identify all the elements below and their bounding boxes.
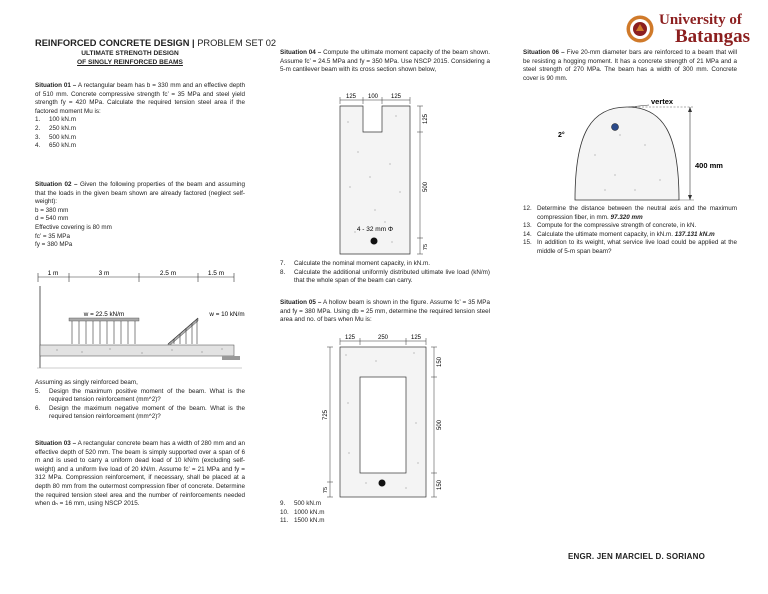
dim-label: 725	[323, 409, 329, 421]
list-item: 10. 1000 kN.m	[280, 508, 325, 516]
logo-line-2: Batangas	[675, 26, 750, 47]
load-label-1: w = 22.5 kN/m	[83, 311, 125, 318]
situation-04	[280, 49, 490, 75]
rebar-dot	[371, 238, 378, 245]
situation-06	[523, 49, 737, 83]
s2-text: Given the following properties of the beam and assuming that the loads in the given beam shown are already factored (neglect self-weight):	[35, 181, 245, 206]
dim-label: 3 m	[98, 270, 110, 277]
list-item: 5. Design the maximum positive moment of the beam. What is the required tension reinforcement (mm^2)?	[35, 387, 245, 404]
situation-02-questions	[35, 379, 245, 422]
list-item: 4. 650 kN.m	[35, 142, 76, 150]
dim-label: 500	[437, 419, 443, 431]
s5-text: A hollow beam is shown in the figure. Assume fc’ = 35 MPa and fy = 380 MPa. Using db = 25 mm, determine the required tension steel area and no. of bars when Mu is:	[280, 299, 490, 324]
list-item: 9. 500 kN.m	[280, 500, 321, 507]
s6-label: Situation 06 –	[523, 49, 565, 56]
list-item: 15. In addition to its weight, what service live load could be applied at the middle of 5-m span beam?	[523, 239, 737, 255]
s2-prop: fc’ = 35 MPa	[35, 232, 70, 240]
subtitle	[60, 50, 200, 67]
s4-list	[280, 260, 490, 286]
list-item: 3. 500 kN.m	[35, 133, 76, 141]
height-label: 400 mm	[695, 161, 723, 170]
page-title	[35, 38, 276, 48]
situation-05-questions	[280, 500, 490, 526]
dim-label: 500	[423, 181, 429, 193]
situation-05	[280, 299, 490, 325]
s6-text: Five 20-mm diameter bars are reinforced to a beam that will be resisting a hogging moment. It has a concrete strength of 21 MPa and a steel strength of 270 MPa. The beam has a width of 300 mm. Concrete cover is 90 mm.	[523, 49, 737, 82]
title-rest: PROBLEM SET 02	[194, 38, 277, 48]
dim-label: 100	[367, 94, 379, 100]
dim-label: 250	[377, 335, 389, 341]
subtitle-line-1: ULTIMATE STRENGTH DESIGN	[81, 50, 179, 57]
dim-label: 125	[345, 94, 357, 100]
dim-label: 150	[437, 356, 443, 368]
title-bold: REINFORCED CONCRETE DESIGN |	[35, 38, 195, 48]
uniform-load-arrows	[72, 321, 135, 344]
situation-02	[35, 181, 245, 250]
beam-load-diagram	[32, 268, 247, 376]
bars-label: 4 - 32 mm Φ	[356, 226, 394, 233]
dim-label: 75	[423, 243, 429, 251]
s3-label: Situation 03 –	[35, 440, 77, 447]
seal-icon	[625, 14, 655, 44]
s2-assume: Assuming as singly reinforced beam,	[35, 379, 138, 386]
list-item: 7. Calculate the nominal moment capacity, in kN.m.	[280, 260, 431, 267]
vertex-label: vertex	[651, 97, 674, 106]
factor-label: 2°	[558, 132, 565, 139]
list-item: 2. 250 kN.m	[35, 124, 76, 132]
s1-text: A rectangular beam has b = 330 mm and an effective depth of 510 mm. Concrete compressive strength fc’ = 35 MPa and steel yield strength fy = 420 MPa. Calculate the required tension steel area if the factored moment Mu is:	[35, 82, 245, 115]
s2-prop: Effective covering is 80 mm	[35, 223, 112, 231]
rebar-dot	[379, 480, 386, 487]
dim-label: 125	[410, 335, 422, 341]
dim-label: 150	[437, 479, 443, 491]
list-item: 13. Compute for the compressive strength of concrete, in kN.	[523, 222, 697, 230]
dim-label: 1.5 m	[207, 270, 225, 277]
s4-label: Situation 04 –	[280, 49, 322, 56]
dim-label: 2.5 m	[159, 270, 177, 277]
list-item: 1. 100 kN.m	[35, 116, 76, 124]
s6-list	[523, 205, 737, 257]
dim-label: 125	[344, 335, 356, 341]
load-label-2: w = 10 kN/m	[209, 311, 245, 318]
s2-list	[35, 388, 245, 422]
dim-label: 1 m	[47, 270, 59, 277]
answer: 137.131 kN.m	[674, 230, 715, 238]
parabolic-section	[545, 95, 745, 205]
list-item: 12. Determine the distance between the neutral axis and the maximum compression fiber, in mm. 97.320 mm	[523, 205, 737, 221]
signature: ENGR. JEN MARCIEL D. SORIANO	[568, 552, 706, 561]
s3-text: A rectangular concrete beam has a width of 280 mm and an effective depth of 520 mm. The beam is simply supported over a span of 6 m and is used to carry a uniform dead load of 10 kN/m (excluding self-weight) and a uniform live load of 20 kN/m. Assume fc’ = 21 MPa and fy = 312 MPa. Compression reinforcement, if necessary, shall be placed at a depth 80 mm from the outermost compression fiber of concrete. Determine the required tension steel area and the number of reinforcements needed when dₕ = 16 mm, using NSCP 2015.	[35, 440, 245, 508]
situation-03	[35, 440, 245, 509]
list-item: 11. 1500 kN.m	[280, 517, 325, 525]
list-item: 6. Design the maximum negative moment of the beam. What is the required tension reinforcement (mm^2)?	[35, 404, 245, 421]
s2-prop: b = 380 mm	[35, 206, 69, 214]
dim-label: 75	[323, 486, 329, 494]
logo-line-1: University of	[659, 12, 742, 28]
university-logo	[625, 12, 765, 46]
dim-label: 125	[390, 94, 402, 100]
subtitle-line-2: OF SINGLY REINFORCED BEAMS	[77, 58, 183, 66]
beam-section-05	[316, 333, 466, 498]
situation-01	[35, 82, 245, 151]
beam-section-04	[330, 92, 450, 257]
s1-label: Situation 01 –	[35, 82, 77, 89]
rebar-dot	[612, 124, 619, 131]
dim-label: 125	[423, 113, 429, 125]
s1-list	[35, 116, 245, 150]
list-item: 14. Calculate the ultimate moment capacity, in kN.m. 137.131 kN.m	[523, 230, 715, 238]
s2-label: Situation 02 –	[35, 181, 78, 188]
s4-text: Compute the ultimate moment capacity of the beam shown. Assume fc’ = 24.5 MPa and fy = 350 MPa. Use NSCP 2015. Considering a 5-m cantilever beam with its cross section shown below,	[280, 49, 491, 74]
s5-label: Situation 05 –	[280, 299, 322, 306]
situation-04-questions	[280, 260, 490, 286]
situation-06-questions	[523, 205, 737, 257]
s5-list	[280, 500, 490, 526]
answer: 97.320 mm	[610, 213, 643, 221]
list-item: 8. Calculate the additional uniformly distributed ultimate live load (kN/m) that the whole span of the beam can carry.	[280, 268, 490, 285]
s2-prop: fy = 380 MPa	[35, 241, 73, 249]
s2-prop: d = 540 mm	[35, 215, 69, 223]
